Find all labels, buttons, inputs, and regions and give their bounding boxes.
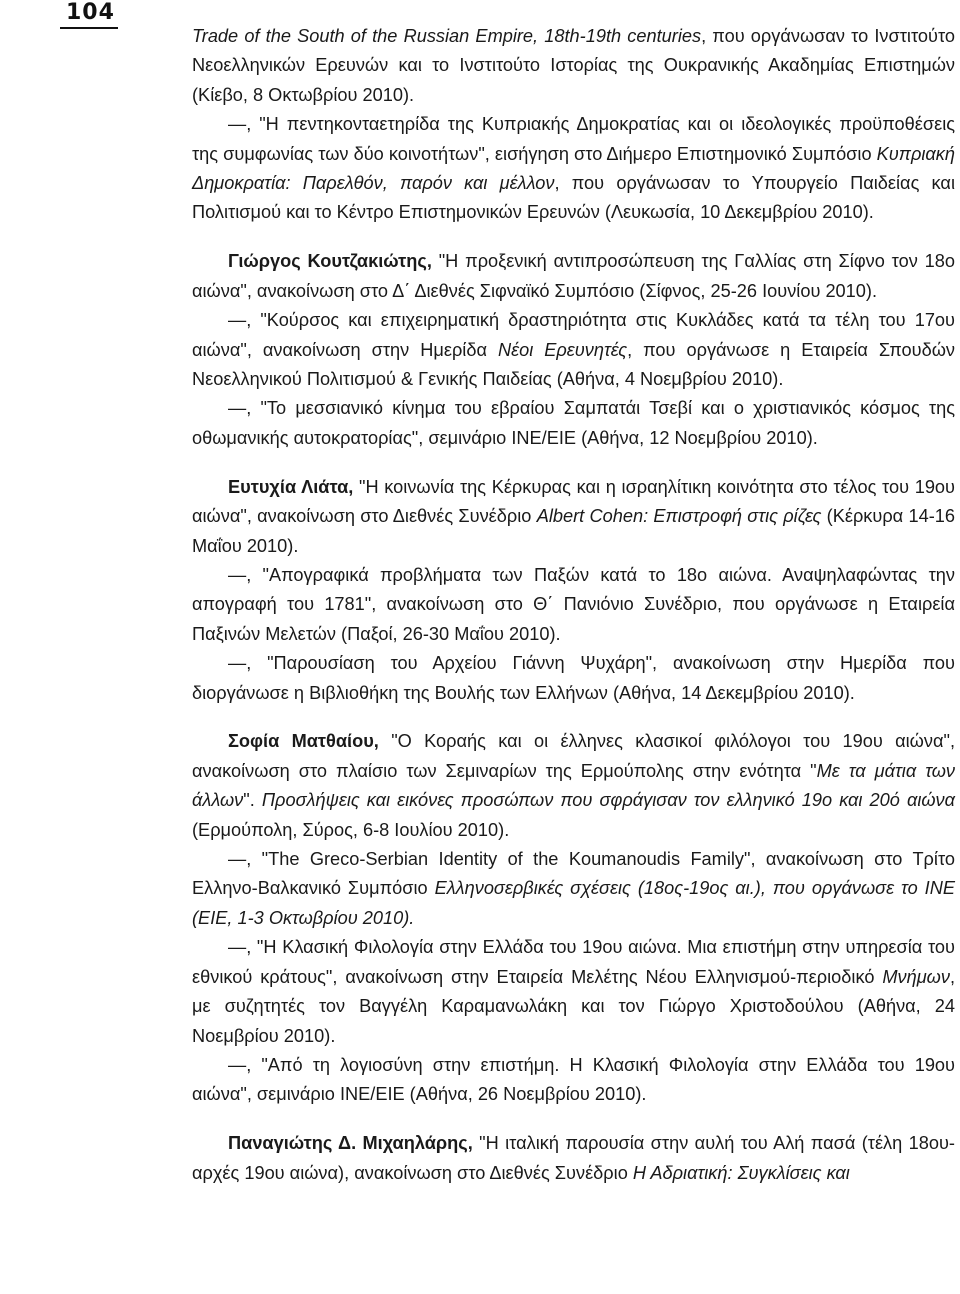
text-run: —, "The Greco-Serbian Identity of the Koumanoudis Family", ανακοίνωση στο Τρίτο Ελληνο-Βαλκανικό Συμπόσιο <box>192 849 955 899</box>
author-name: Ευτυχία Λιάτα, <box>228 476 354 497</box>
italic-title: Μνήμων <box>882 966 950 987</box>
paragraph <box>192 1129 955 1188</box>
italic-title: Η Αδριατική: Συγκλίσεις και <box>632 1162 850 1183</box>
paragraph <box>192 649 955 708</box>
paragraph <box>192 561 955 649</box>
page-number: 104 <box>66 0 115 25</box>
paragraph <box>192 247 955 306</box>
text-run: (Ερμούπολη, Σύρος, 6-8 Ιουλίου 2010). <box>192 819 510 840</box>
italic-title: Νέοι Ερευνητές <box>497 339 628 360</box>
author-name: Σοφία Ματθαίου, <box>228 731 379 752</box>
text-run: , που οργάνωσε η Εταιρεία Σπουδών Νεοελληνικού Πολιτισμού & Γενικής Παιδείας (Αθήνα, 4 Νοεμβρίου 2010). <box>192 339 955 389</box>
author-name: Παναγιώτης Δ. Μιχαηλάρης, <box>228 1133 473 1154</box>
text-run: ". <box>243 790 262 811</box>
text-body <box>192 22 955 1188</box>
paragraph <box>192 394 955 453</box>
text-run: "Η ιταλική παρουσία στην αυλή του Αλή πασά (τέλη 18ου-αρχές 19ου αιώνα), ανακοίνωση στο Διεθνές Συνέδριο <box>192 1133 955 1183</box>
italic-title: Albert Cohen: Επιστροφή στις ρίζες <box>536 506 822 527</box>
paragraph <box>192 473 955 561</box>
paragraph <box>192 110 955 228</box>
italic-title: Κυπριακή Δημοκρατία: Παρελθόν, παρόν και μέλλον <box>192 143 955 194</box>
italic-title: Trade of the South of the Russian Empire, 18th-19th centuries <box>192 26 702 46</box>
text-run: —, "Παρουσίαση του Αρχείου Γιάννη Ψυχάρη", ανακοίνωση στην Ημερίδα που διοργάνωσε η Βιβλιοθήκη της Βουλής των Ελλήνων (Αθήνα, 14 Δεκεμβρίου 2010). <box>192 653 955 703</box>
text-run: "Η προξενική αντιπροσώπευση της Γαλλίας στη Σίφνο τον 18ο αιώνα", ανακοίνωση στο Δ΄ Διεθνές Σιφναϊκό Συμπόσιο (Σίφνος, 25-26 Ιουνίου 2010). <box>192 251 955 301</box>
text-run: (Κέρκυρα 14-16 Μαΐου 2010). <box>192 506 955 556</box>
text-run: , που οργάνωσαν το Υπουργείο Παιδείας και Πολιτισμού και το Κέντρο Επιστημονικών Ερευνών (Λευκωσία, 10 Δεκεμβρίου 2010). <box>192 173 955 223</box>
text-run: —, "Η πεντηκονταετηρίδα της Κυπριακής Δημοκρατίας και οι ιδεολογικές προϋποθέσεις της συμφωνίας των δύο κοινοτήτων", εισήγηση στο Διήμερο Επιστημονικό Συμπόσιο <box>192 114 955 164</box>
text-run: "Ο Κοραής και οι έλληνες κλασικοί φιλόλογοι του 19ου αιώνα", ανακοίνωση στο πλαίσιο των Σεμιναρίων της Ερμούπολης στην ενότητα " <box>192 731 955 781</box>
paragraph <box>192 727 955 845</box>
italic-title: Προσλήψεις και εικόνες προσώπων που σφράγισαν τον ελληνικό 19ο και 20ό αιώνα <box>261 790 956 811</box>
italic-title: Με τα μάτια των άλλων <box>192 760 956 811</box>
paragraph <box>192 933 955 1051</box>
text-run: —, "Το μεσσιανικό κίνημα του εβραίου Σαμπατάι Τσεβί και ο χριστιανικός κόσμος της οθωμανικής αυτοκρατορίας", σεμινάριο ΙΝΕ/ΕΙΕ (Αθήνα, 12 Νοεμβρίου 2010). <box>192 398 955 448</box>
text-run: "Η κοινωνία της Κέρκυρας και η ισραηλίτικη κοινότητα στο τέλος του 19ου αιώνα", ανακοίνωση στο Διεθνές Συνέδριο <box>192 476 955 527</box>
page-number-rule <box>60 27 118 29</box>
paragraph <box>192 306 955 394</box>
text-run: , με συζητητές τον Βαγγέλη Καραμανωλάκη και τον Γιώργο Χριστοδούλου (Αθήνα, 24 Νοεμβρίου 2010). <box>192 966 955 1046</box>
text-run: —, "Από τη λογιοσύνη στην επιστήμη. Η Κλασική Φιλολογία στην Ελλάδα του 19ου αιώνα", σεμινάριο ΙΝΕ/ΕΙΕ (Αθήνα, 26 Νοεμβρίου 2010). <box>192 1054 955 1105</box>
author-name: Γιώργος Κουτζακιώτης, <box>228 251 432 272</box>
text-run: —, "Η Κλασική Φιλολογία στην Ελλάδα του 19ου αιώνα. Μια επιστήμη στην υπηρεσία του εθνικού κράτους", ανακοίνωση στην Εταιρεία Μελέτης Νέου Ελληνισμού-περιοδικό <box>192 937 955 987</box>
text-run: —, "Κούρσος και επιχειρηματική δραστηριότητα στις Κυκλάδες κατά τα τέλη του 17ου αιώνα", ανακοίνωση στην Ημερίδα <box>192 310 955 360</box>
paragraph <box>192 1051 955 1110</box>
text-run: —, "Απογραφικά προβλήματα των Παξών κατά το 18ο αιώνα. Αναψηλαφώντας την απογραφή του 1781", ανακοίνωση στο Θ΄ Πανιόνιο Συνέδριο, που οργάνωσε η Εταιρεία Παξινών Μελετών (Παξοί, 26-30 Μαΐου 2010). <box>192 564 955 644</box>
paragraph <box>192 845 955 933</box>
paragraph <box>192 22 955 110</box>
italic-title: Ελληνοσερβικές σχέσεις (18ος-19ος αι.), που οργάνωσε το ΙΝΕ (ΕΙΕ, 1-3 Οκτωβρίου 2010). <box>192 878 955 928</box>
text-run: , που οργάνωσαν το Ινστιτούτο Νεοελληνικών Ερευνών και το Ινστιτούτο Ιστορίας της Ουκρανικής Ακαδημίας Επιστημών (Κίεβο, 8 Οκτωβρίου 2010). <box>192 26 955 105</box>
